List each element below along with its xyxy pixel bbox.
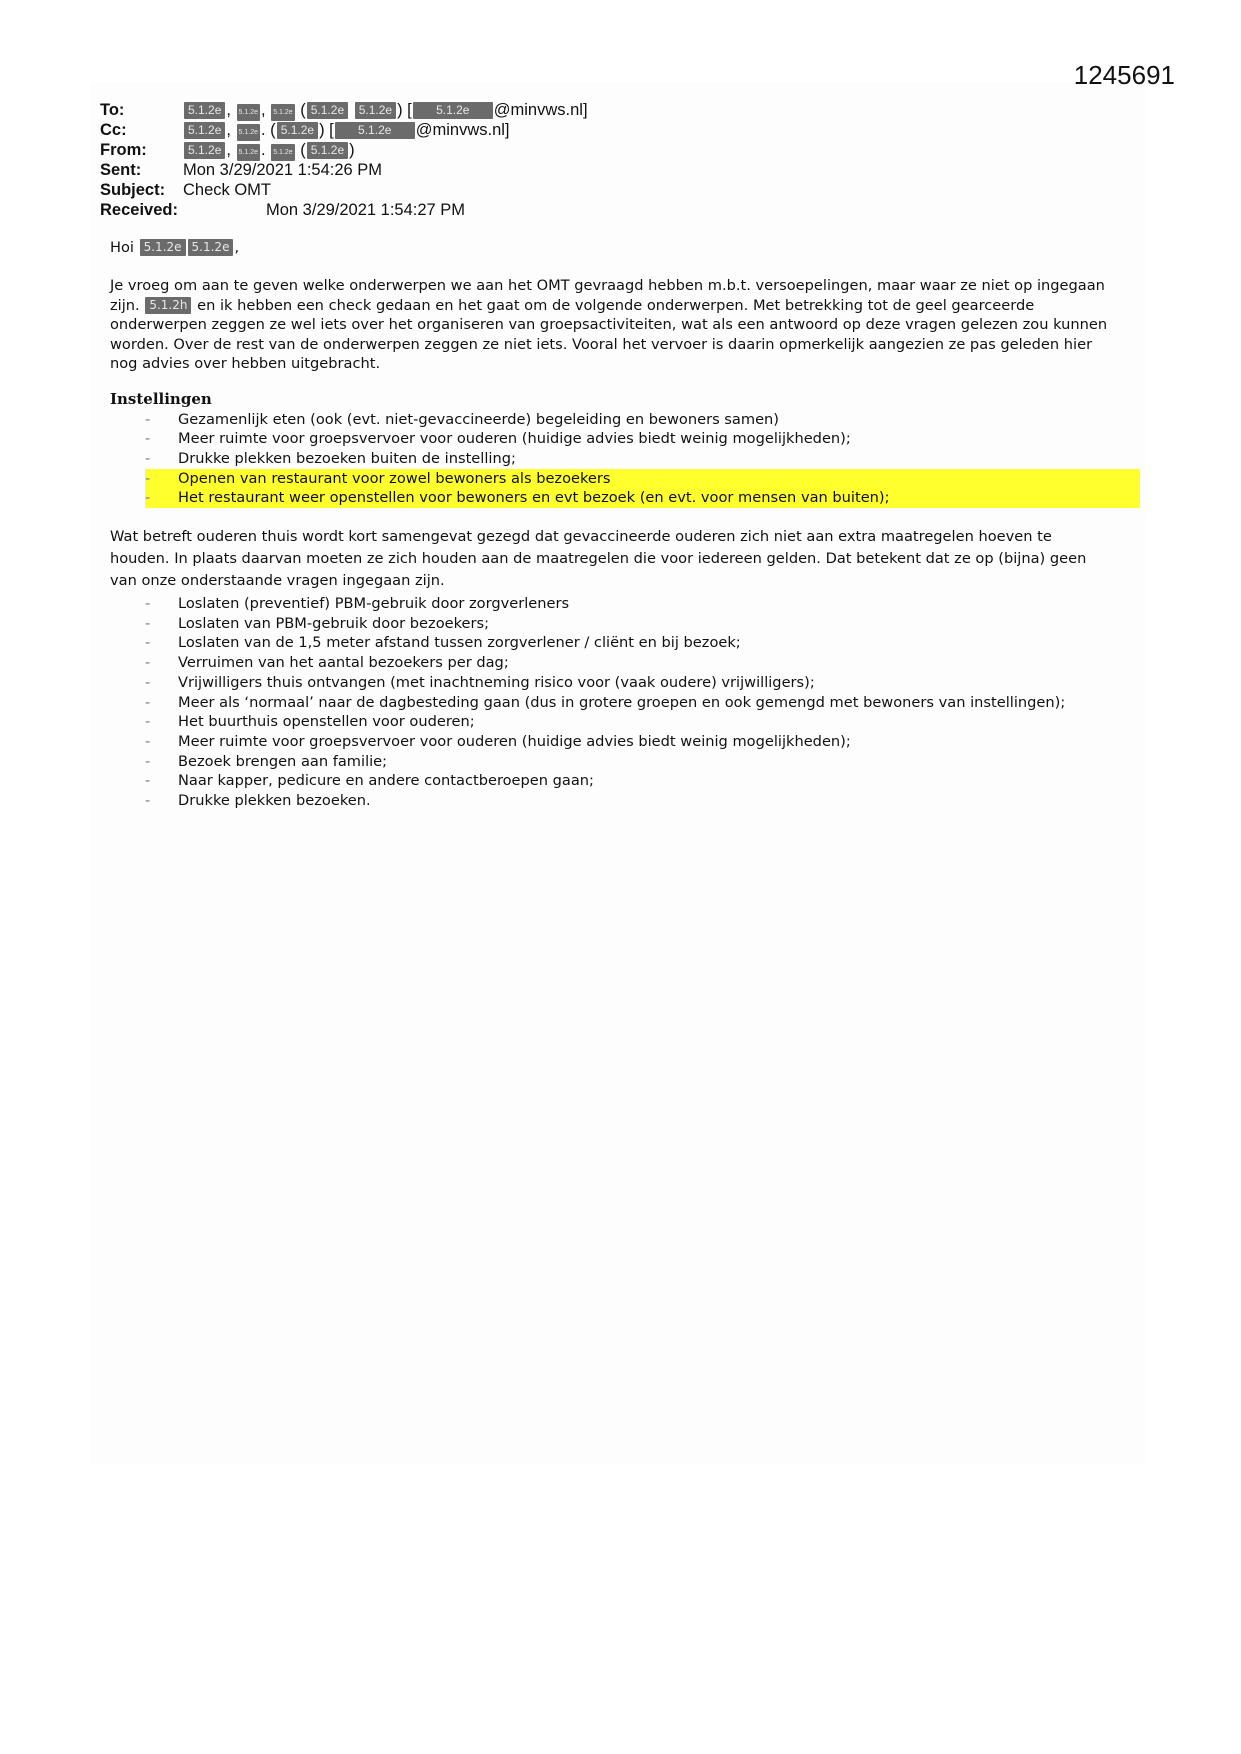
list-item <box>110 673 1140 693</box>
redaction: 5.1.2e <box>188 239 234 256</box>
document-number: 1245691 <box>1073 60 1175 90</box>
redaction: 5.1.2e <box>277 122 318 139</box>
subject-value: Check OMT <box>183 181 272 199</box>
subject-row <box>100 180 271 200</box>
list-item-text: Meer ruimte voor groepsvervoer voor ouderen (huidige advies biedt weinig mogelijkheden); <box>178 732 851 750</box>
bullet: - <box>145 654 151 672</box>
intro-text-2: en ik hebben een check gedaan en het gaat om de volgende onderwerpen. Met betrekking tot de geel gearceerde onderwerpen zeggen ze wel iets over het organiseren van groepsactiviteiten, wat als een antwoord op deze vragen gelezen zou kunnen worden. Over de rest van de onderwerpen zeggen ze niet iets. Vooral het vervoer is daarin opmerkelijk aangezien ze pas geleden hier nog advies over hebben uitgebracht. <box>110 296 1108 372</box>
list-item <box>110 791 1140 811</box>
sent-label: Sent: <box>100 161 142 179</box>
bullet: - <box>145 595 151 612</box>
list-item <box>110 693 1140 713</box>
cc-label: Cc: <box>100 121 127 139</box>
cc-value: 5.1.2e , 5.1.2e . ( 5.1.2e ) [ 5.1.2e @minvws.nl] <box>183 121 510 139</box>
bullet: - <box>145 752 151 770</box>
list-item <box>110 449 1140 469</box>
ouderen-list <box>110 594 1140 811</box>
instellingen-list <box>110 410 1140 509</box>
bullet: - <box>145 489 151 507</box>
list-item-text: Openen van restaurant voor zowel bewoners als bezoekers <box>178 469 611 487</box>
bullet: - <box>145 772 151 790</box>
to-value: 5.1.2e , 5.1.2e , 5.1.2e ( 5.1.2e 5.1.2e ) [ 5.1.2e @minvws.nl] <box>183 101 588 119</box>
redaction: 5.1.2e <box>271 104 294 121</box>
redaction: 5.1.2e <box>184 122 225 139</box>
list-item-text: Meer als ‘normaal’ naar de dagbesteding gaan (dus in grotere groepen en ook gemengd met bewoners van instellingen); <box>178 693 1066 711</box>
intro-text-1: Je vroeg om aan te geven welke onderwerpen we aan het OMT gevraagd hebben m.b.t. versoepelingen, maar waar ze niet op ingegaan zijn. <box>110 277 1105 314</box>
list-item-text: Naar kapper, pedicure en andere contactberoepen gaan; <box>178 772 594 790</box>
redaction: 5.1.2e <box>184 102 225 119</box>
redaction: 5.1.2h <box>145 297 191 314</box>
intro-paragraph <box>110 276 1115 374</box>
received-value: Mon 3/29/2021 1:54:27 PM <box>266 201 466 219</box>
list-item-text: Het restaurant weer openstellen voor bewoners en evt bezoek (en evt. voor mensen van buiten); <box>178 489 890 507</box>
cc-email-domain: @minvws.nl] <box>415 121 510 139</box>
list-item-text: Loslaten van PBM-gebruik door bezoekers; <box>178 614 490 632</box>
list-item <box>110 633 1140 653</box>
sent-row <box>100 160 382 180</box>
bullet: - <box>145 673 151 691</box>
list-item-text: Vrijwilligers thuis ontvangen (met inachtneming risico voor (vaak oudere) vrijwilligers); <box>178 673 815 691</box>
list-item <box>110 429 1140 449</box>
redaction: 5.1.2e <box>413 102 493 119</box>
to-email-domain: @minvws.nl] <box>493 101 588 119</box>
list-item-text: Drukke plekken bezoeken buiten de instelling; <box>178 449 516 467</box>
from-label: From: <box>100 141 147 159</box>
redaction: 5.1.2e <box>184 142 225 159</box>
list-item <box>110 614 1140 634</box>
ouderen-section <box>110 594 1140 811</box>
list-item-text: Loslaten (preventief) PBM-gebruik door zorgverleners <box>178 595 570 612</box>
redaction: 5.1.2e <box>307 142 348 159</box>
greeting: Hoi <box>110 239 134 256</box>
bullet: - <box>145 634 151 652</box>
list-item <box>110 771 1140 791</box>
list-item <box>110 732 1140 752</box>
redaction: 5.1.2e <box>237 104 260 121</box>
instellingen-section <box>110 390 1140 508</box>
list-item <box>110 594 1140 614</box>
list-item <box>110 712 1140 732</box>
bullet: - <box>145 449 151 467</box>
bullet: - <box>145 732 151 750</box>
ouderen-paragraph: Wat betreft ouderen thuis wordt kort samengevat gezegd dat gevaccineerde ouderen zich niet aan extra maatregelen hoeven te houden. In plaats daarvan moeten ze zich houden aan de maatregelen die voor iedereen gelden. Dat betekent dat ze op (bijna) geen van onze onderstaande vragen ingegaan zijn. <box>110 528 1087 589</box>
bullet: - <box>145 693 151 711</box>
bullet: - <box>145 614 151 632</box>
list-item-text: Verruimen van het aantal bezoekers per dag; <box>178 654 509 672</box>
redaction: 5.1.2e <box>355 102 396 119</box>
redaction: 5.1.2e <box>307 102 348 119</box>
highlighted-list-item <box>110 488 1140 508</box>
bullet: - <box>145 469 151 487</box>
redaction: 5.1.2e <box>237 144 260 161</box>
list-item-text: Meer ruimte voor groepsvervoer voor ouderen (huidige advies biedt weinig mogelijkheden); <box>178 430 851 448</box>
list-item-text: Loslaten van de 1,5 meter afstand tussen zorgverlener / cliënt en bij bezoek; <box>178 634 741 652</box>
redaction: 5.1.2e <box>271 144 294 161</box>
list-item <box>110 752 1140 772</box>
to-label: To: <box>100 101 125 119</box>
list-item-text: Gezamenlijk eten (ook (evt. niet-gevaccineerde) begeleiding en bewoners samen) <box>178 410 779 428</box>
redaction: 5.1.2e <box>335 122 415 139</box>
bullet: - <box>145 430 151 448</box>
received-label: Received: <box>100 201 178 219</box>
list-item-text: Bezoek brengen aan familie; <box>178 752 388 770</box>
section-title: Instellingen <box>110 390 212 408</box>
greeting-line: Hoi 5.1.2e 5.1.2e , <box>110 239 240 256</box>
redaction: 5.1.2e <box>237 124 260 141</box>
list-item-text: Het buurthuis openstellen voor ouderen; <box>178 713 475 731</box>
highlighted-list-item <box>110 469 1140 489</box>
list-item <box>110 653 1140 673</box>
bullet: - <box>145 792 151 810</box>
cc-row <box>100 120 510 141</box>
to-row <box>100 100 588 121</box>
list-item <box>110 410 1140 430</box>
sent-value: Mon 3/29/2021 1:54:26 PM <box>183 161 383 179</box>
redaction: 5.1.2e <box>140 239 186 256</box>
bullet: - <box>145 410 151 428</box>
bullet: - <box>145 713 151 731</box>
list-item-text: Drukke plekken bezoeken. <box>178 792 371 810</box>
from-row <box>100 140 355 161</box>
from-value: 5.1.2e , 5.1.2e . 5.1.2e ( 5.1.2e ) <box>183 141 355 159</box>
subject-label: Subject: <box>100 181 166 199</box>
received-row <box>100 200 465 220</box>
